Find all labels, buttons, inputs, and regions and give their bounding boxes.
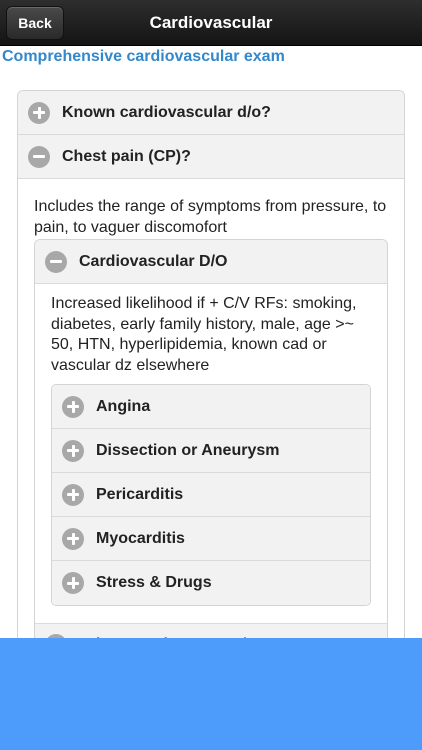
minus-icon bbox=[28, 146, 50, 168]
cardiovascular-do-description: Increased likelihood if + C/V RFs: smoking, diabetes, early family history, male, age >~ 50, HTN, hyperlipidemia, known cad or vascular dz elsewhere bbox=[51, 295, 357, 374]
list-item-label: Angina bbox=[96, 397, 151, 415]
differential-list bbox=[51, 384, 371, 606]
plus-icon bbox=[28, 102, 50, 124]
exam-subtitle: Comprehensive cardiovascular exam bbox=[2, 48, 285, 65]
list-item-angina[interactable] bbox=[52, 385, 370, 429]
section-label: Chest pain (CP)? bbox=[62, 147, 191, 165]
section-cardiovascular-do[interactable] bbox=[35, 240, 387, 284]
bottom-panel bbox=[0, 638, 422, 750]
section-known-cardiovascular[interactable] bbox=[18, 91, 404, 135]
list-item-label: Dissection or Aneurysm bbox=[96, 441, 280, 459]
chest-pain-content bbox=[18, 179, 404, 668]
page-title: Cardiovascular bbox=[149, 13, 273, 32]
plus-icon bbox=[62, 440, 84, 462]
section-chest-pain[interactable] bbox=[18, 135, 404, 179]
list-item-dissection[interactable] bbox=[52, 429, 370, 473]
section-label: Known cardiovascular d/o? bbox=[62, 103, 271, 121]
list-item-label: Myocarditis bbox=[96, 529, 185, 547]
minus-icon bbox=[45, 251, 67, 273]
plus-icon bbox=[62, 528, 84, 550]
back-button[interactable]: Back bbox=[6, 6, 64, 40]
list-item-pericarditis[interactable] bbox=[52, 473, 370, 517]
plus-icon bbox=[62, 484, 84, 506]
exam-accordion bbox=[17, 90, 405, 710]
list-item-label: Stress & Drugs bbox=[96, 574, 212, 591]
plus-icon bbox=[62, 572, 84, 594]
list-item-label: Pericarditis bbox=[96, 485, 184, 503]
cardiovascular-do-panel bbox=[34, 239, 388, 668]
header-bar bbox=[0, 0, 422, 46]
list-item-stress-drugs[interactable] bbox=[52, 561, 370, 605]
list-item-myocarditis[interactable] bbox=[52, 517, 370, 561]
chest-pain-description: Includes the range of symptoms from pressure, to pain, to vaguer discomofort bbox=[34, 198, 387, 236]
section-label: Cardiovascular D/O bbox=[79, 252, 228, 270]
plus-icon bbox=[62, 396, 84, 418]
